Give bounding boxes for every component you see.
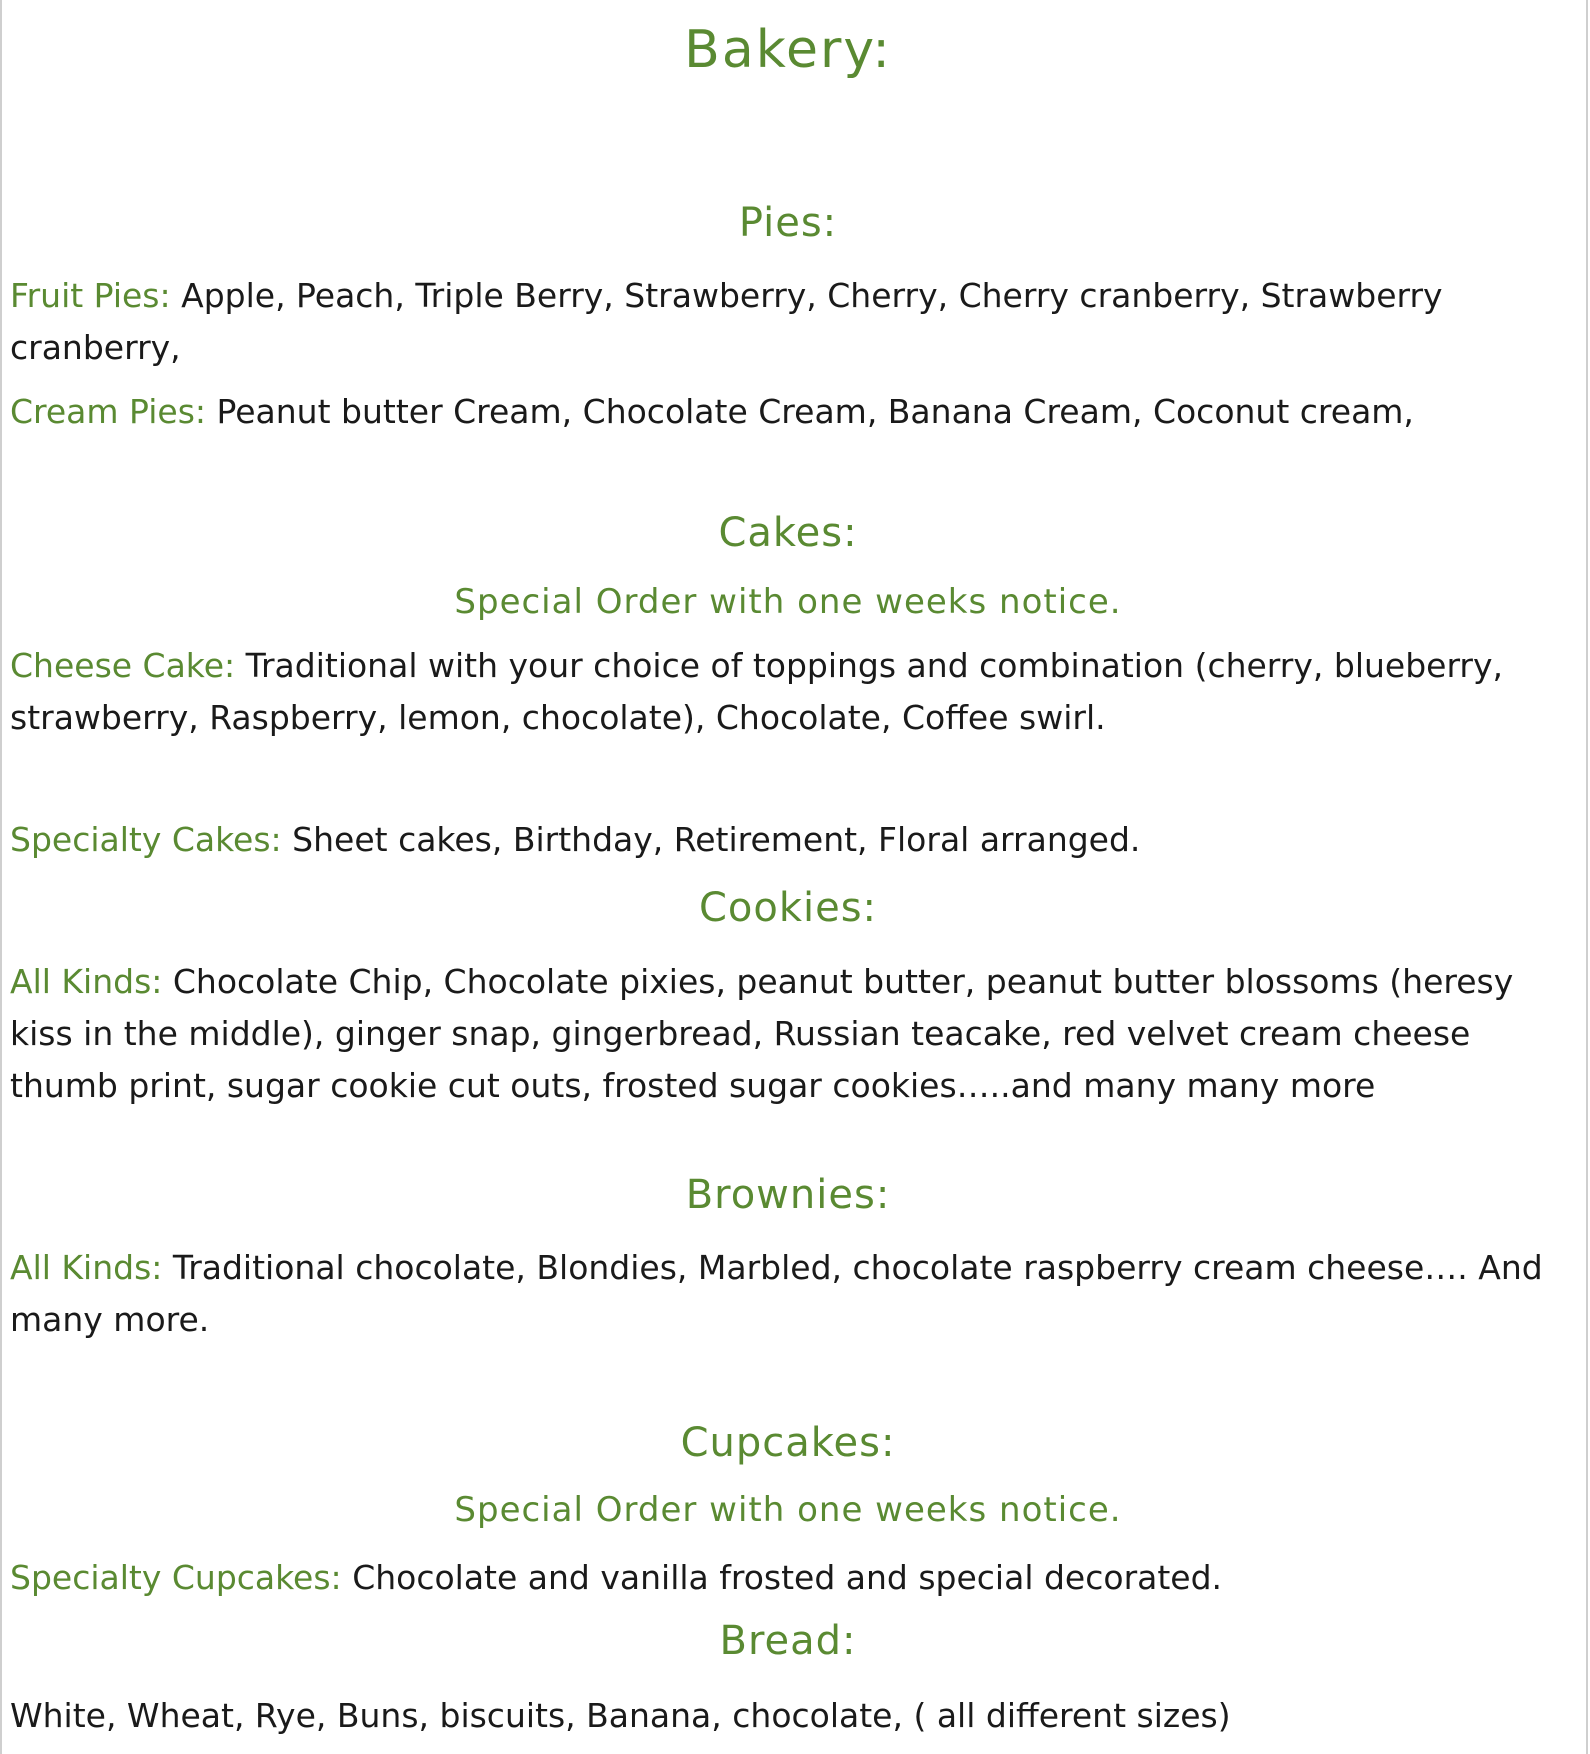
cheese-cake-paragraph bbox=[10, 640, 1566, 744]
specialty-cakes-paragraph bbox=[10, 814, 1566, 866]
cakes-notice: Special Order with one weeks notice. bbox=[454, 582, 1122, 622]
bread-paragraph bbox=[10, 1690, 1566, 1742]
brownies-heading: Brownies: bbox=[685, 1172, 891, 1218]
cream-pies-label: Cream Pies: bbox=[10, 392, 207, 431]
bread-text: White, Wheat, Rye, Buns, biscuits, Banana, chocolate, ( all different sizes) bbox=[10, 1696, 1231, 1735]
fruit-pies-paragraph bbox=[10, 270, 1566, 374]
cream-pies-text: Peanut butter Cream, Chocolate Cream, Banana Cream, Coconut cream, bbox=[216, 392, 1414, 431]
fruit-pies-text: Apple, Peach, Triple Berry, Strawberry, Cherry, Cherry cranberry, Strawberry cranberry, bbox=[10, 276, 1443, 367]
cookies-label: All Kinds: bbox=[10, 962, 163, 1001]
cookies-paragraph bbox=[10, 956, 1566, 1112]
specialty-cupcakes-paragraph bbox=[10, 1552, 1566, 1604]
bread-heading: Bread: bbox=[719, 1618, 857, 1664]
cookies-text: Chocolate Chip, Chocolate pixies, peanut butter, peanut butter blossoms (heresy kiss in the middle), ginger snap, gingerbread, Russian teacake, red velvet cream cheese thumb print, sugar cookie cut outs, frosted sugar cookies…..and many many more bbox=[10, 962, 1514, 1105]
specialty-cupcakes-text: Chocolate and vanilla frosted and special decorated. bbox=[352, 1558, 1223, 1597]
cupcakes-notice: Special Order with one weeks notice. bbox=[454, 1490, 1122, 1530]
specialty-cakes-label: Specialty Cakes: bbox=[10, 820, 282, 859]
specialty-cakes-text: Sheet cakes, Birthday, Retirement, Floral arranged. bbox=[292, 820, 1141, 859]
cakes-heading: Cakes: bbox=[718, 510, 858, 556]
cheese-cake-label: Cheese Cake: bbox=[10, 646, 236, 685]
pies-heading: Pies: bbox=[738, 200, 838, 246]
cupcakes-heading: Cupcakes: bbox=[680, 1420, 896, 1466]
specialty-cupcakes-label: Specialty Cupcakes: bbox=[10, 1558, 342, 1597]
page-title: Bakery: bbox=[684, 20, 892, 80]
fruit-pies-label: Fruit Pies: bbox=[10, 276, 171, 315]
cheese-cake-text: Traditional with your choice of toppings and combination (cherry, blueberry, strawberry, Raspberry, lemon, chocolate), Chocolate, Coffee swirl. bbox=[10, 646, 1504, 737]
brownies-paragraph bbox=[10, 1242, 1566, 1346]
cookies-heading: Cookies: bbox=[698, 885, 878, 931]
cream-pies-paragraph bbox=[10, 386, 1566, 438]
brownies-label: All Kinds: bbox=[10, 1248, 163, 1287]
brownies-text: Traditional chocolate, Blondies, Marbled, chocolate raspberry cream cheese…. And many more. bbox=[10, 1248, 1543, 1339]
